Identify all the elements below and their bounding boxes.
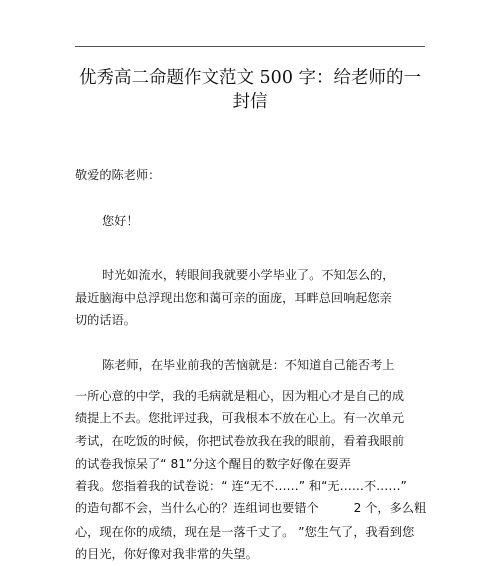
text-line: 切的话语。 <box>75 313 136 327</box>
text-line: 考试，在吃饭的时候，你把试卷放我在我的眼前，看着我眼前 <box>75 434 405 448</box>
document-title <box>70 66 430 114</box>
text-line: 心，现在你的成绩，现在是一落千丈了。 ”您生气了，我看到您 <box>75 525 415 539</box>
text-line: 时光如流水，转眼间我就要小学毕业了。不知怎么的， <box>102 268 395 282</box>
text-line: 着我。您指着我的试卷说：“ 连“无不……” 和“无……不……” <box>75 479 407 493</box>
title-line-1: 优秀高二命题作文范文 500 字：给老师的一 <box>78 68 422 88</box>
text-line: 的试卷我惊呆了“ 81”分这个醒目的数字好像在耍弄 <box>75 457 351 471</box>
header-rule <box>75 46 425 47</box>
text-line: 绩提上不去。您批评过我，可我根本不放在心上。有一次单元 <box>75 411 405 425</box>
text-line: 最近脑海中总浮现出您和蔼可亲的面庞，耳畔总回响起您亲 <box>75 291 392 305</box>
text-line: 陈老师，在毕业前我的苦恼就是：不知道自己能否考上 <box>102 358 395 372</box>
hello-line: 您好！ <box>102 214 139 228</box>
text-line: 一所心意的中学，我的毛病就是粗心，因为粗心才是自己的成 <box>75 389 405 403</box>
text-line: 的造句都不会，当什么心的？连组词也要错个 2 个，多么粗 <box>75 501 427 515</box>
salutation: 敬爱的陈老师： <box>75 168 161 182</box>
text-line: 的目光，你好像对我非常的失望。 <box>75 547 258 561</box>
title-line-2: 封信 <box>232 92 268 112</box>
